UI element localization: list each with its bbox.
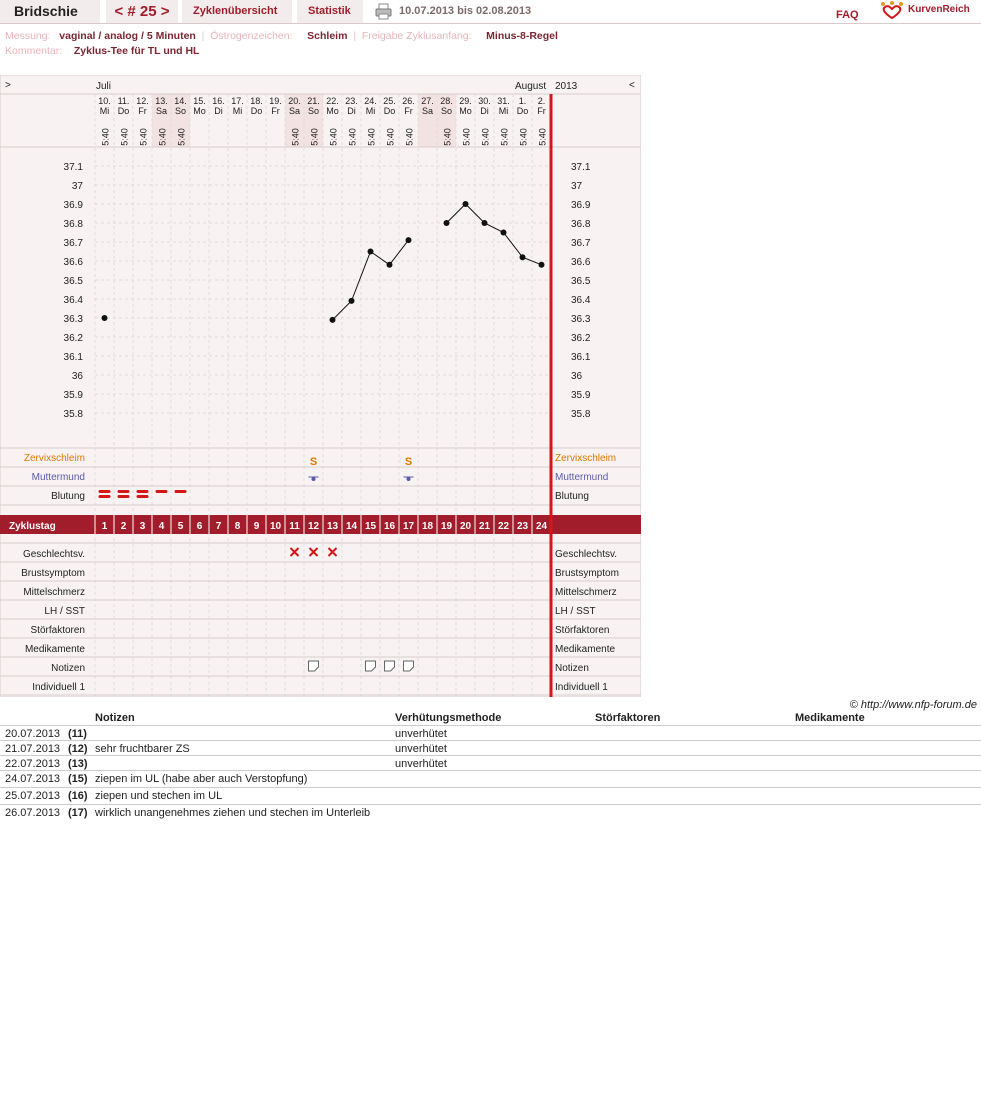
day-weekday: Mo (459, 106, 472, 116)
row-label-left: Brustsymptom (21, 568, 85, 579)
row-label-right: Notizen (555, 663, 589, 674)
y-tick-left: 36.6 (63, 257, 83, 268)
measure-time: 5:40 (309, 128, 320, 146)
faq-link[interactable]: FAQ (836, 9, 859, 21)
measure-time: 5:40 (442, 128, 453, 146)
day-weekday: Do (117, 106, 130, 116)
y-tick-right: 37.1 (571, 162, 591, 173)
bleeding-mark (118, 490, 130, 493)
y-tick-left: 36.7 (63, 238, 83, 249)
bleeding-mark (99, 490, 111, 493)
cycle-day-number: 20 (459, 521, 472, 532)
day-date: 23. (345, 96, 358, 106)
measure-time: 5:40 (328, 128, 339, 146)
note-text: wirklich unangenehmes ziehen und stechen im Unterleib (95, 807, 371, 819)
temperature-point (501, 230, 507, 236)
day-date: 27. (421, 96, 434, 106)
day-date: 26. (402, 96, 415, 106)
note-date: 20.07.2013 (5, 728, 61, 740)
comment-label: Kommentar: (5, 45, 63, 57)
nav-prev-button[interactable]: > (5, 80, 11, 91)
day-weekday: Fr (404, 106, 413, 116)
measure-time: 5:40 (138, 128, 149, 146)
day-date: 29. (459, 96, 472, 106)
y-tick-left: 36.3 (63, 314, 83, 325)
row-label-right: Individuell 1 (555, 682, 608, 693)
cycle-day-number: 4 (158, 521, 165, 532)
day-date: 10. (98, 96, 111, 106)
row-label-left: Medikamente (24, 644, 85, 655)
day-date: 1. (518, 96, 527, 106)
y-tick-left: 35.9 (63, 390, 83, 401)
cycle-day-label: Zyklustag (9, 521, 56, 532)
cycle-day-number: 9 (253, 521, 260, 532)
y-tick-right: 36.2 (571, 333, 591, 344)
cycle-day-number: 22 (497, 521, 510, 532)
temperature-point (482, 220, 488, 226)
row-label-right: Brustsymptom (555, 568, 619, 579)
day-date: 16. (212, 96, 225, 106)
day-weekday: Sa (155, 106, 168, 116)
cervix-symbol: S (404, 456, 413, 468)
user-name: Bridschie (0, 0, 100, 23)
day-date: 19. (269, 96, 282, 106)
row-label-right: Störfaktoren (555, 625, 610, 636)
measure-time: 5:40 (100, 128, 111, 146)
day-weekday: Do (250, 106, 263, 116)
day-date: 30. (478, 96, 491, 106)
statistics-tab[interactable]: Statistik (297, 0, 363, 23)
y-tick-right: 36.5 (571, 276, 591, 287)
note-text: sehr fruchtbarer ZS (95, 743, 190, 755)
measure-time: 5:40 (366, 128, 377, 146)
day-weekday: Di (347, 106, 356, 116)
bleeding-mark (118, 495, 130, 498)
comment-info (5, 45, 199, 57)
day-weekday: Mi (365, 106, 376, 116)
row-label-left: Zervixschleim (23, 453, 85, 464)
cycle-chart-svg (0, 75, 641, 697)
cycle-day-number: 7 (215, 521, 222, 532)
day-weekday: Di (214, 106, 223, 116)
cycle-day-number: 14 (345, 521, 358, 532)
measure-time: 5:40 (119, 128, 130, 146)
day-weekday: Di (480, 106, 489, 116)
table-row (0, 804, 981, 820)
temperature-point (444, 220, 450, 226)
row-label-left: Störfaktoren (30, 625, 85, 636)
y-tick-right: 36.3 (571, 314, 591, 325)
day-weekday: Mi (232, 106, 243, 116)
measure-time: 5:40 (347, 128, 358, 146)
comment-value: Zyklus-Tee für TL und HL (73, 45, 200, 57)
row-label-left: Notizen (51, 663, 85, 674)
year-label: 2013 (555, 81, 578, 92)
table-row (0, 725, 981, 741)
crown-heart-icon (880, 1, 904, 20)
temperature-point (368, 249, 374, 255)
temperature-point (463, 201, 469, 207)
row-label-right: Muttermund (555, 472, 609, 483)
day-weekday: So (440, 106, 453, 116)
y-tick-right: 36.4 (571, 295, 591, 306)
row-label-left: LH / SST (44, 606, 85, 617)
cycle-day-number: 10 (269, 521, 282, 532)
table-row (0, 740, 981, 756)
temperature-point (102, 315, 108, 321)
note-cycle-day: (17) (68, 807, 88, 819)
table-row (0, 755, 981, 771)
cycle-day-number: 21 (478, 521, 491, 532)
note-method: unverhütet (395, 758, 447, 770)
measure-time: 5:40 (157, 128, 168, 146)
day-weekday: Do (516, 106, 529, 116)
y-tick-right: 35.8 (571, 409, 591, 420)
cycle-day-number: 18 (421, 521, 434, 532)
row-label-left: Blutung (51, 491, 85, 502)
measure-time: 5:40 (480, 128, 491, 146)
temperature-point (330, 317, 336, 323)
day-date: 18. (250, 96, 263, 106)
cycle-day-number: 12 (307, 521, 320, 532)
day-date: 21. (307, 96, 320, 106)
row-label-right: Medikamente (555, 644, 616, 655)
cycle-chart (0, 75, 641, 697)
cycle-overview-tab[interactable]: Zyklenübersicht (182, 0, 292, 23)
cycle-day-number: 24 (535, 521, 548, 532)
note-date: 25.07.2013 (5, 790, 61, 802)
method-header: Verhütungsmethode (395, 712, 502, 724)
row-label-right: Geschlechtsv. (555, 549, 618, 560)
y-tick-left: 35.8 (63, 409, 83, 420)
y-tick-right: 36.6 (571, 257, 591, 268)
day-date: 28. (440, 96, 453, 106)
y-tick-right: 35.9 (571, 390, 591, 401)
y-tick-left: 36.8 (63, 219, 83, 230)
note-method: unverhütet (395, 728, 447, 740)
bleeding-mark (137, 490, 149, 493)
y-tick-left: 36.1 (63, 352, 83, 363)
note-date: 22.07.2013 (5, 758, 61, 770)
cycle-day-number: 1 (101, 521, 108, 532)
release-value: Minus-8-Regel (486, 30, 558, 42)
day-weekday: Do (383, 106, 396, 116)
note-cycle-day: (11) (68, 728, 87, 740)
cycle-day-number: 15 (364, 521, 377, 532)
day-date: 15. (193, 96, 206, 106)
muttermund-symbol (312, 477, 316, 481)
meds-header: Medikamente (795, 712, 865, 724)
day-weekday: Fr (537, 106, 546, 116)
temperature-point (539, 262, 545, 268)
cycle-day-number: 8 (234, 521, 241, 532)
note-cycle-day: (16) (68, 790, 88, 802)
note-cycle-day: (15) (68, 773, 88, 785)
date-range: 10.07.2013 bis 02.08.2013 (399, 5, 532, 17)
cycle-day-number: 19 (440, 521, 453, 532)
bleeding-mark (175, 490, 187, 493)
note-date: 21.07.2013 (5, 743, 61, 755)
y-tick-right: 37 (571, 181, 583, 192)
bleeding-mark (156, 490, 168, 493)
y-tick-right: 36.9 (571, 200, 591, 211)
cervix-symbol: S (309, 456, 318, 468)
row-label-right: Mittelschmerz (555, 587, 617, 598)
bleeding-mark (137, 495, 149, 498)
top-bar (0, 0, 981, 24)
day-weekday: So (307, 106, 320, 116)
measure-time: 5:40 (499, 128, 510, 146)
day-date: 14. (174, 96, 187, 106)
y-tick-right: 36.7 (571, 238, 591, 249)
note-method: unverhütet (395, 743, 447, 755)
measure-time: 5:40 (537, 128, 548, 146)
temperature-point (387, 262, 393, 268)
day-weekday: Sa (288, 106, 301, 116)
temperature-point (520, 254, 526, 260)
day-date: 31. (497, 96, 510, 106)
day-weekday: So (174, 106, 187, 116)
measure-time: 5:40 (404, 128, 415, 146)
month-label: Juli (96, 81, 112, 92)
day-date: 13. (155, 96, 168, 106)
temperature-point (406, 237, 412, 243)
release-label: Freigabe Zyklusanfang: (361, 30, 472, 42)
measurement-label: Messung: (5, 30, 51, 42)
day-date: 22. (326, 96, 339, 106)
row-label-left: Geschlechtsv. (22, 549, 85, 560)
measurement-value: vaginal / analog / 5 Minuten (59, 30, 196, 42)
y-tick-left: 36.4 (63, 295, 83, 306)
measure-time: 5:40 (385, 128, 396, 146)
cycle-day-number: 11 (289, 521, 300, 532)
y-tick-left: 36 (71, 371, 83, 382)
measure-time: 5:40 (461, 128, 472, 146)
day-date: 2. (537, 96, 546, 106)
cycle-day-number: 6 (196, 521, 203, 532)
day-weekday: Sa (421, 106, 434, 116)
note-text: ziepen im UL (habe aber auch Verstopfung) (95, 773, 308, 785)
day-weekday: Mo (193, 106, 206, 116)
cycle-day-number: 23 (516, 521, 529, 532)
cycle-day-number: 16 (383, 521, 396, 532)
nav-next-button[interactable]: < (629, 80, 635, 91)
y-tick-left: 36.2 (63, 333, 83, 344)
cycle-day-number: 13 (326, 521, 339, 532)
note-cycle-day: (12) (68, 743, 88, 755)
y-tick-right: 36.8 (571, 219, 591, 230)
day-weekday: Mo (326, 106, 339, 116)
chart-background (0, 75, 641, 697)
table-row (0, 787, 981, 803)
month-label: August (515, 81, 547, 92)
cycle-day-number: 5 (177, 521, 184, 532)
bleeding-mark (99, 495, 111, 498)
note-cycle-day: (13) (68, 758, 88, 770)
measure-time: 5:40 (518, 128, 529, 146)
muttermund-symbol (407, 477, 411, 481)
cycle-navigator[interactable]: < # 25 > (106, 0, 178, 23)
row-label-right: Zervixschleim (555, 453, 617, 464)
table-row (0, 770, 981, 786)
estrogen-value: Schleim (307, 30, 348, 42)
copyright: © http://www.nfp-forum.de (849, 699, 977, 711)
cycle-day-number: 17 (402, 521, 415, 532)
printer-icon[interactable] (375, 3, 392, 20)
row-label-left: Muttermund (31, 472, 85, 483)
note-date: 24.07.2013 (5, 773, 61, 785)
measure-time: 5:40 (290, 128, 301, 146)
note-date: 26.07.2013 (5, 807, 61, 819)
day-weekday: Mi (498, 106, 509, 116)
cycle-day-number: 3 (139, 521, 146, 532)
y-tick-right: 36 (571, 371, 583, 382)
day-date: 25. (383, 96, 396, 106)
day-weekday: Fr (271, 106, 280, 116)
day-weekday: Mi (99, 106, 110, 116)
cycle-day-number: 2 (120, 521, 127, 532)
day-date: 11. (117, 96, 130, 106)
note-text: ziepen und stechen im UL (95, 790, 223, 802)
day-date: 20. (288, 96, 301, 106)
temperature-point (349, 298, 355, 304)
measure-time: 5:40 (176, 128, 187, 146)
day-date: 24. (364, 96, 377, 106)
y-tick-left: 37.1 (63, 162, 83, 173)
row-label-left: Mittelschmerz (23, 587, 85, 598)
y-tick-left: 36.5 (63, 276, 83, 287)
day-date: 17. (231, 96, 244, 106)
day-weekday: Fr (138, 106, 147, 116)
y-tick-left: 37 (71, 181, 83, 192)
row-label-right: Blutung (555, 491, 589, 502)
kurvenreich-logo[interactable] (880, 1, 981, 20)
notes-header: Notizen (95, 712, 135, 724)
day-date: 12. (136, 96, 149, 106)
row-label-left: Individuell 1 (32, 682, 85, 693)
estrogen-label: Östrogenzeichen: (210, 30, 293, 42)
y-tick-right: 36.1 (571, 352, 591, 363)
logo-text: KurvenReich (908, 4, 970, 15)
measurement-info: Messung: vaginal / analog / 5 Minuten | Östrogenzeichen: Schleim | Freigabe Zyklusanfang: Minus-8-Regel (5, 30, 558, 42)
row-label-right: LH / SST (555, 606, 596, 617)
y-tick-left: 36.9 (63, 200, 83, 211)
factors-header: Störfaktoren (595, 712, 661, 724)
